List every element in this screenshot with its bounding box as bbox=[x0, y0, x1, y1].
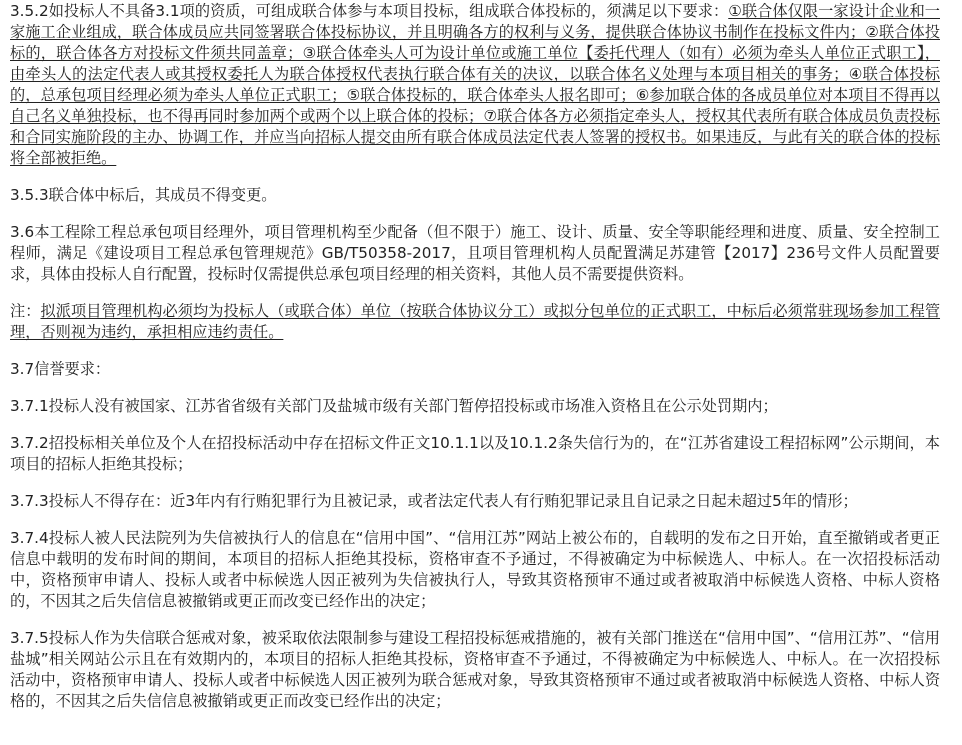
paragraph-3-7-5: 3.7.5投标人作为失信联合惩戒对象，被采取依法限制参与建设工程招投标惩戒措施的，被有关部门推送在“信用中国”、“信用江苏”、“信用盐城”相关网站公示且在有效期内的，本项目的招标人拒绝其投标，资格审查不予通过，不得被确定为中标候选人、中标人。在一次招投标活动中，资格预审申请人、投标人或者中标候选人因正被列为联合惩戒对象，导致其资格预审不通过或者被取消中标候选人资格、中标人资格的，不因其之后失信信息被撤销或更正而改变已经作出的决定； bbox=[10, 629, 940, 710]
paragraph-3-7: 3.7信誉要求： bbox=[10, 360, 111, 378]
paragraph-3-7-2: 3.7.2招投标相关单位及个人在招投标活动中存在招标文件正文10.1.1以及10.1.2条失信行为的，在“江苏省建设工程招标网”公示期间，本项目的招标人拒绝其投标； bbox=[10, 434, 940, 473]
note-underlined-body: 拟派项目管理机构必须均为投标人（或联合体）单位（按联合体协议分工）或拟分包单位的正式职工，中标后必须常驻现场参加工程管理，否则视为违约，承担相应违约责任。 bbox=[10, 302, 941, 341]
paragraph-3-5-2 bbox=[10, 1, 940, 169]
paragraph-3-7-4: 3.7.4投标人被人民法院列为失信被执行人的信息在“信用中国”、“信用江苏”网站上被公布的，自载明的发布之日开始，直至撤销或者更正信息中载明的发布时间的期间，本项目的招标人拒绝其投标，资格审查不予通过，不得被确定为中标候选人、中标人。在一次招投标活动中，资格预审申请人、投标人或者中标候选人因正被列为失信被执行人，导致其资格预审不通过或者被取消中标候选人资格、中标人资格的，不因其之后失信信息被撤销或更正而改变已经作出的决定； bbox=[10, 529, 940, 610]
paragraph-3-7-3: 3.7.3投标人不得存在：近3年内有行贿犯罪行为且被记录，或者法定代表人有行贿犯罪记录且自记录之日起未超过5年的情形； bbox=[10, 492, 858, 510]
paragraph-3-7-1: 3.7.1投标人没有被国家、江苏省省级有关部门及盐城市级有关部门暂停招投标或市场准入资格且在公示处罚期内； bbox=[10, 397, 778, 415]
paragraph-note bbox=[10, 301, 940, 343]
paragraph-3-6: 3.6本工程除工程总承包项目经理外，项目管理机构至少配备（但不限于）施工、设计、质量、安全等职能经理和进度、质量、安全控制工程师，满足《建设项目工程总承包管理规范》GB/T50358-2017，且项目管理机构人员配置满足苏建管【2017】236号文件人员配置要求，具体由投标人自行配置，投标时仅需提供总承包项目经理的相关资料，其他人员不需要提供资料。 bbox=[10, 223, 940, 283]
paragraph-3-5-2-underlined-body: ①联合体仅限一家设计企业和一家施工企业组成，联合体成员应共同签署联合体投标协议，并且明确各方的权利与义务，提供联合体协议书制作在投标文件内；②联合体投标的，联合体各方对投标文件须共同盖章；③联合体牵头人可为设计单位或施工单位【委托代理人（如有）必须为牵头人单位正式职工】，由牵头人的法定代表人或其授权委托人为联合体授权代表执行联合体有关的决议，以联合体名义处理与本项目相关的事务；④联合体投标的，总承包项目经理必须为牵头人单位正式职工；⑤联合体投标的，联合体牵头人报名即可；⑥参加联合体的各成员单位对本项目不得再以自己名义单独投标，也不得再同时参加两个或两个以上联合体的投标；⑦联合体各方必须指定牵头人，授权其代表所有联合体成员负责投标和合同实施阶段的主办、协调工作，并应当向招标人提交由所有联合体成员法定代表人签署的授权书。如果违反，与此有关的联合体的投标将全部被拒绝。 bbox=[10, 2, 940, 167]
paragraph-3-5-2-lead: 3.5.2如投标人不具备3.1项的资质，可组成联合体参与本项目投标，组成联合体投标的，须满足以下要求： bbox=[10, 2, 729, 20]
note-label: 注： bbox=[10, 302, 41, 320]
paragraph-3-5-3: 3.5.3联合体中标后，其成员不得变更。 bbox=[10, 186, 277, 204]
document-page bbox=[10, 0, 940, 712]
